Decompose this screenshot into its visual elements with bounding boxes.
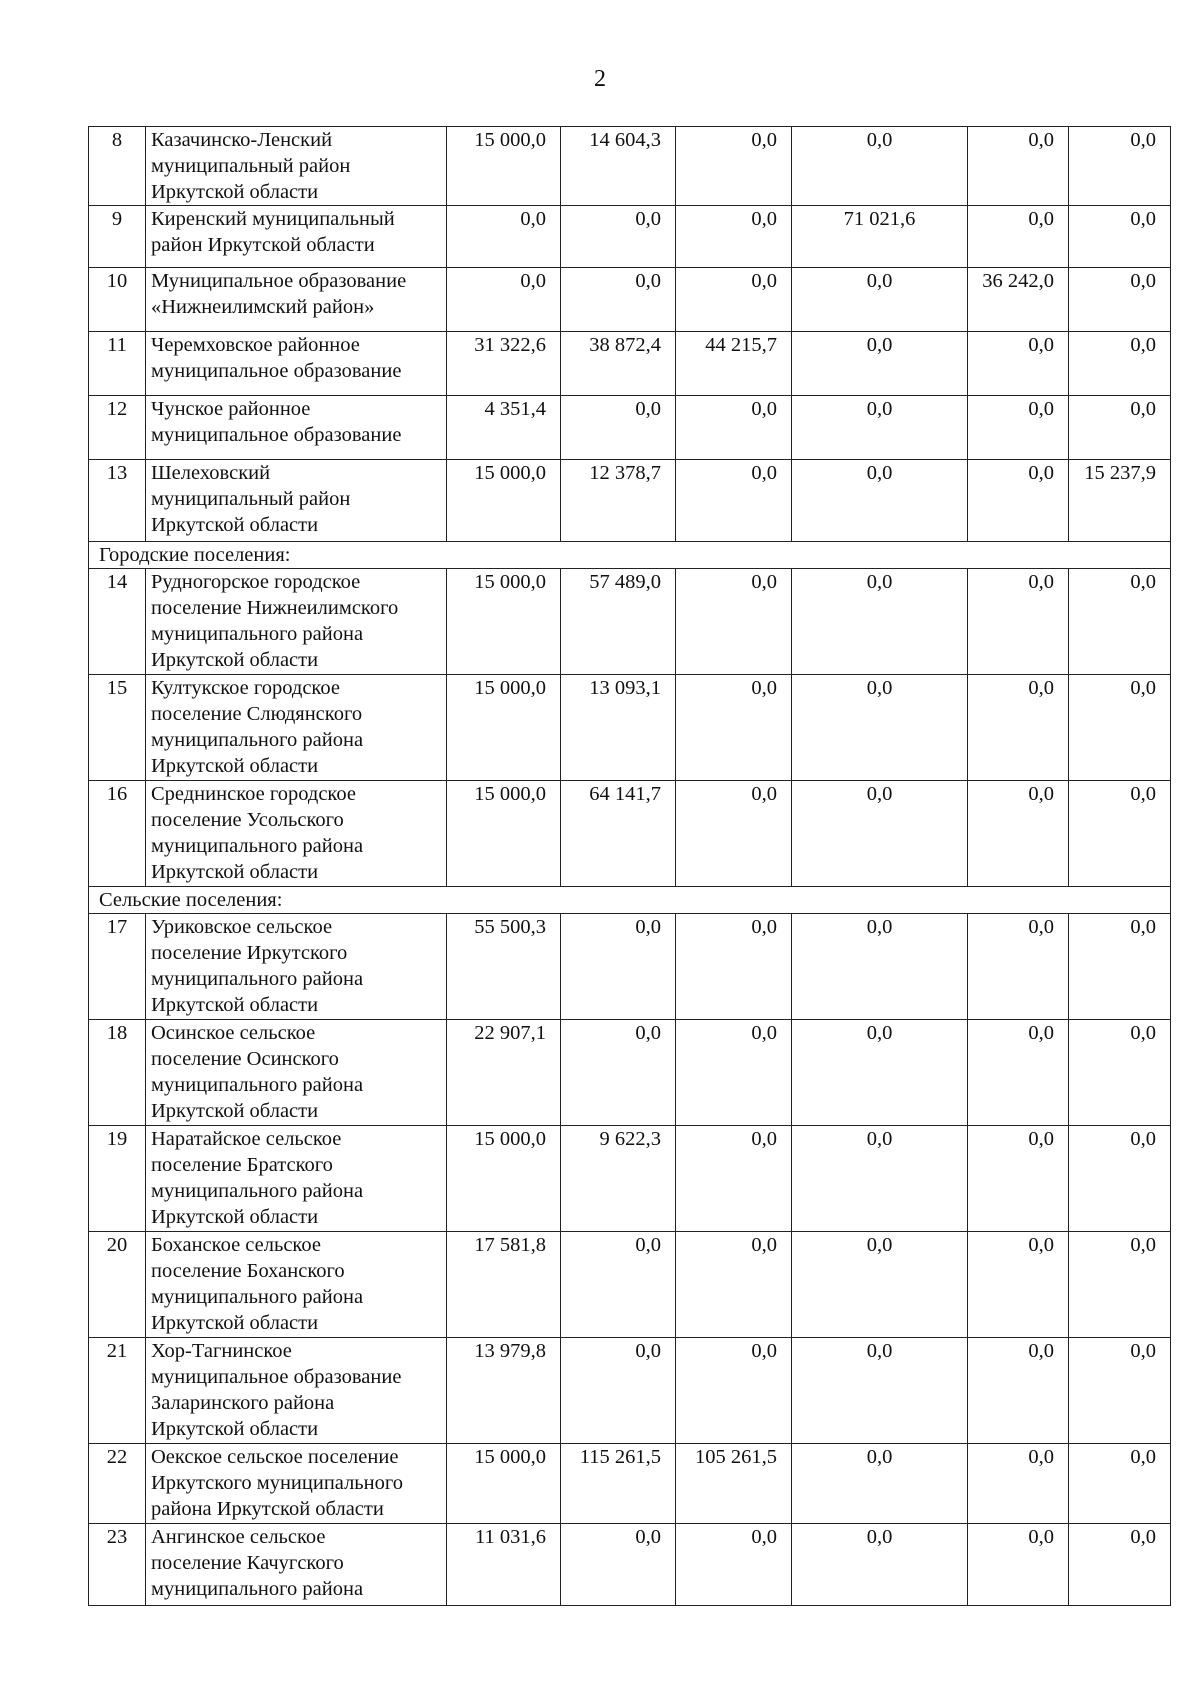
amount-cell: 0,0 [1069, 1444, 1171, 1524]
amount-cell: 0,0 [676, 781, 792, 887]
amount-cell: 17 581,8 [447, 1232, 561, 1338]
section-label: Сельские поселения: [89, 887, 1171, 914]
amount-cell: 0,0 [968, 396, 1069, 460]
municipality-name: Осинское сельское поселение Осинского муниципального района Иркутской области [146, 1020, 447, 1126]
row-number: 15 [89, 675, 146, 781]
amount-cell: 0,0 [792, 1232, 968, 1338]
table-row [89, 1444, 1171, 1524]
amount-cell: 0,0 [792, 127, 968, 206]
amount-cell: 0,0 [1069, 914, 1171, 1020]
table-row [89, 914, 1171, 1020]
amount-cell: 0,0 [792, 675, 968, 781]
table-row [89, 460, 1171, 542]
municipality-name: Чунское районное муниципальное образование [146, 396, 447, 460]
amount-cell: 0,0 [792, 781, 968, 887]
section-header-row [89, 887, 1171, 914]
amount-cell: 0,0 [968, 1524, 1069, 1606]
amount-cell: 0,0 [968, 781, 1069, 887]
table-row [89, 675, 1171, 781]
amount-cell: 0,0 [968, 569, 1069, 675]
table-row [89, 206, 1171, 268]
amount-cell: 0,0 [968, 1020, 1069, 1126]
amount-cell: 22 907,1 [447, 1020, 561, 1126]
amount-cell: 15 237,9 [1069, 460, 1171, 542]
amount-cell: 0,0 [792, 460, 968, 542]
amount-cell: 38 872,4 [561, 332, 676, 396]
amount-cell: 0,0 [676, 1338, 792, 1444]
amount-cell: 0,0 [676, 675, 792, 781]
amount-cell: 57 489,0 [561, 569, 676, 675]
amount-cell: 0,0 [968, 914, 1069, 1020]
amount-cell: 31 322,6 [447, 332, 561, 396]
amount-cell: 0,0 [792, 268, 968, 332]
amount-cell: 0,0 [561, 1020, 676, 1126]
row-number: 8 [89, 127, 146, 206]
amount-cell: 0,0 [792, 914, 968, 1020]
amount-cell: 0,0 [676, 914, 792, 1020]
amount-cell: 0,0 [676, 268, 792, 332]
section-header-row [89, 542, 1171, 569]
municipality-name: Шелеховский муниципальный район Иркутской области [146, 460, 447, 542]
municipality-name: Киренский муниципальный район Иркутской области [146, 206, 447, 268]
municipality-name: Черемховское районное муниципальное образование [146, 332, 447, 396]
amount-cell: 15 000,0 [447, 460, 561, 542]
table-row [89, 396, 1171, 460]
row-number: 20 [89, 1232, 146, 1338]
row-number: 13 [89, 460, 146, 542]
amount-cell: 44 215,7 [676, 332, 792, 396]
amount-cell: 0,0 [561, 268, 676, 332]
table-row [89, 1020, 1171, 1126]
amount-cell: 15 000,0 [447, 781, 561, 887]
amount-cell: 0,0 [561, 1524, 676, 1606]
table-row [89, 1524, 1171, 1606]
amount-cell: 0,0 [968, 1232, 1069, 1338]
row-number: 22 [89, 1444, 146, 1524]
table-row [89, 781, 1171, 887]
amount-cell: 0,0 [561, 1232, 676, 1338]
amount-cell: 4 351,4 [447, 396, 561, 460]
page-number: 2 [594, 66, 606, 92]
row-number: 12 [89, 396, 146, 460]
amount-cell: 14 604,3 [561, 127, 676, 206]
municipality-name: Оекское сельское поселение Иркутского муниципального района Иркутской области [146, 1444, 447, 1524]
amount-cell: 115 261,5 [561, 1444, 676, 1524]
row-number: 16 [89, 781, 146, 887]
amount-cell: 11 031,6 [447, 1524, 561, 1606]
amount-cell: 0,0 [968, 1338, 1069, 1444]
amount-cell: 0,0 [968, 206, 1069, 268]
amount-cell: 0,0 [792, 396, 968, 460]
amount-cell: 0,0 [792, 1126, 968, 1232]
amount-cell: 0,0 [1069, 127, 1171, 206]
amount-cell: 0,0 [968, 460, 1069, 542]
row-number: 14 [89, 569, 146, 675]
amount-cell: 15 000,0 [447, 127, 561, 206]
row-number: 10 [89, 268, 146, 332]
amount-cell: 0,0 [968, 1126, 1069, 1232]
municipality-name: Ангинское сельское поселение Качугского муниципального района [146, 1524, 447, 1606]
amount-cell: 0,0 [561, 1338, 676, 1444]
amount-cell: 0,0 [1069, 569, 1171, 675]
municipality-name: Уриковское сельское поселение Иркутского муниципального района Иркутской области [146, 914, 447, 1020]
amount-cell: 0,0 [968, 332, 1069, 396]
amount-cell: 0,0 [561, 206, 676, 268]
amount-cell: 15 000,0 [447, 569, 561, 675]
amount-cell: 15 000,0 [447, 675, 561, 781]
amount-cell: 0,0 [792, 1444, 968, 1524]
amount-cell: 0,0 [561, 396, 676, 460]
table-body [89, 127, 1171, 1606]
amount-cell: 0,0 [1069, 1338, 1171, 1444]
amount-cell: 0,0 [676, 396, 792, 460]
table-row [89, 1232, 1171, 1338]
amount-cell: 0,0 [792, 1020, 968, 1126]
amount-cell: 0,0 [1069, 268, 1171, 332]
row-number: 23 [89, 1524, 146, 1606]
row-number: 21 [89, 1338, 146, 1444]
amount-cell: 0,0 [676, 460, 792, 542]
municipality-name: Хор-Тагнинское муниципальное образование Заларинского района Иркутской области [146, 1338, 447, 1444]
amount-cell: 0,0 [792, 569, 968, 675]
amount-cell: 0,0 [676, 206, 792, 268]
amount-cell: 0,0 [968, 675, 1069, 781]
amount-cell: 0,0 [676, 1232, 792, 1338]
amount-cell: 0,0 [1069, 1524, 1171, 1606]
amount-cell: 0,0 [447, 268, 561, 332]
amount-cell: 0,0 [676, 569, 792, 675]
amount-cell: 0,0 [1069, 396, 1171, 460]
row-number: 11 [89, 332, 146, 396]
row-number: 19 [89, 1126, 146, 1232]
table-row [89, 1126, 1171, 1232]
table-row [89, 569, 1171, 675]
allocation-table [88, 126, 1171, 1606]
municipality-name: Казачинско-Ленский муниципальный район Иркутской области [146, 127, 447, 206]
amount-cell: 0,0 [676, 127, 792, 206]
amount-cell: 0,0 [968, 127, 1069, 206]
amount-cell: 13 979,8 [447, 1338, 561, 1444]
amount-cell: 12 378,7 [561, 460, 676, 542]
amount-cell: 0,0 [1069, 332, 1171, 396]
amount-cell: 0,0 [792, 1524, 968, 1606]
amount-cell: 0,0 [1069, 675, 1171, 781]
amount-cell: 0,0 [1069, 1126, 1171, 1232]
municipality-name: Култукское городское поселение Слюдянского муниципального района Иркутской области [146, 675, 447, 781]
amount-cell: 0,0 [561, 914, 676, 1020]
table-row [89, 1338, 1171, 1444]
amount-cell: 0,0 [1069, 206, 1171, 268]
row-number: 17 [89, 914, 146, 1020]
table-row [89, 127, 1171, 206]
row-number: 18 [89, 1020, 146, 1126]
table-row [89, 268, 1171, 332]
amount-cell: 0,0 [676, 1524, 792, 1606]
amount-cell: 0,0 [792, 1338, 968, 1444]
amount-cell: 55 500,3 [447, 914, 561, 1020]
amount-cell: 36 242,0 [968, 268, 1069, 332]
amount-cell: 13 093,1 [561, 675, 676, 781]
table-row [89, 332, 1171, 396]
municipality-name: Наратайское сельское поселение Братского муниципального района Иркутской области [146, 1126, 447, 1232]
municipality-name: Муниципальное образование «Нижнеилимский район» [146, 268, 447, 332]
amount-cell: 0,0 [1069, 1020, 1171, 1126]
municipality-name: Среднинское городское поселение Усольского муниципального района Иркутской области [146, 781, 447, 887]
municipality-name: Рудногорское городское поселение Нижнеилимского муниципального района Иркутской области [146, 569, 447, 675]
section-label: Городские поселения: [89, 542, 1171, 569]
amount-cell: 0,0 [968, 1444, 1069, 1524]
amount-cell: 0,0 [792, 332, 968, 396]
amount-cell: 15 000,0 [447, 1444, 561, 1524]
amount-cell: 15 000,0 [447, 1126, 561, 1232]
amount-cell: 0,0 [447, 206, 561, 268]
amount-cell: 9 622,3 [561, 1126, 676, 1232]
amount-cell: 105 261,5 [676, 1444, 792, 1524]
amount-cell: 0,0 [676, 1126, 792, 1232]
municipality-name: Боханское сельское поселение Боханского муниципального района Иркутской области [146, 1232, 447, 1338]
amount-cell: 0,0 [1069, 1232, 1171, 1338]
amount-cell: 64 141,7 [561, 781, 676, 887]
amount-cell: 71 021,6 [792, 206, 968, 268]
amount-cell: 0,0 [1069, 781, 1171, 887]
amount-cell: 0,0 [676, 1020, 792, 1126]
row-number: 9 [89, 206, 146, 268]
